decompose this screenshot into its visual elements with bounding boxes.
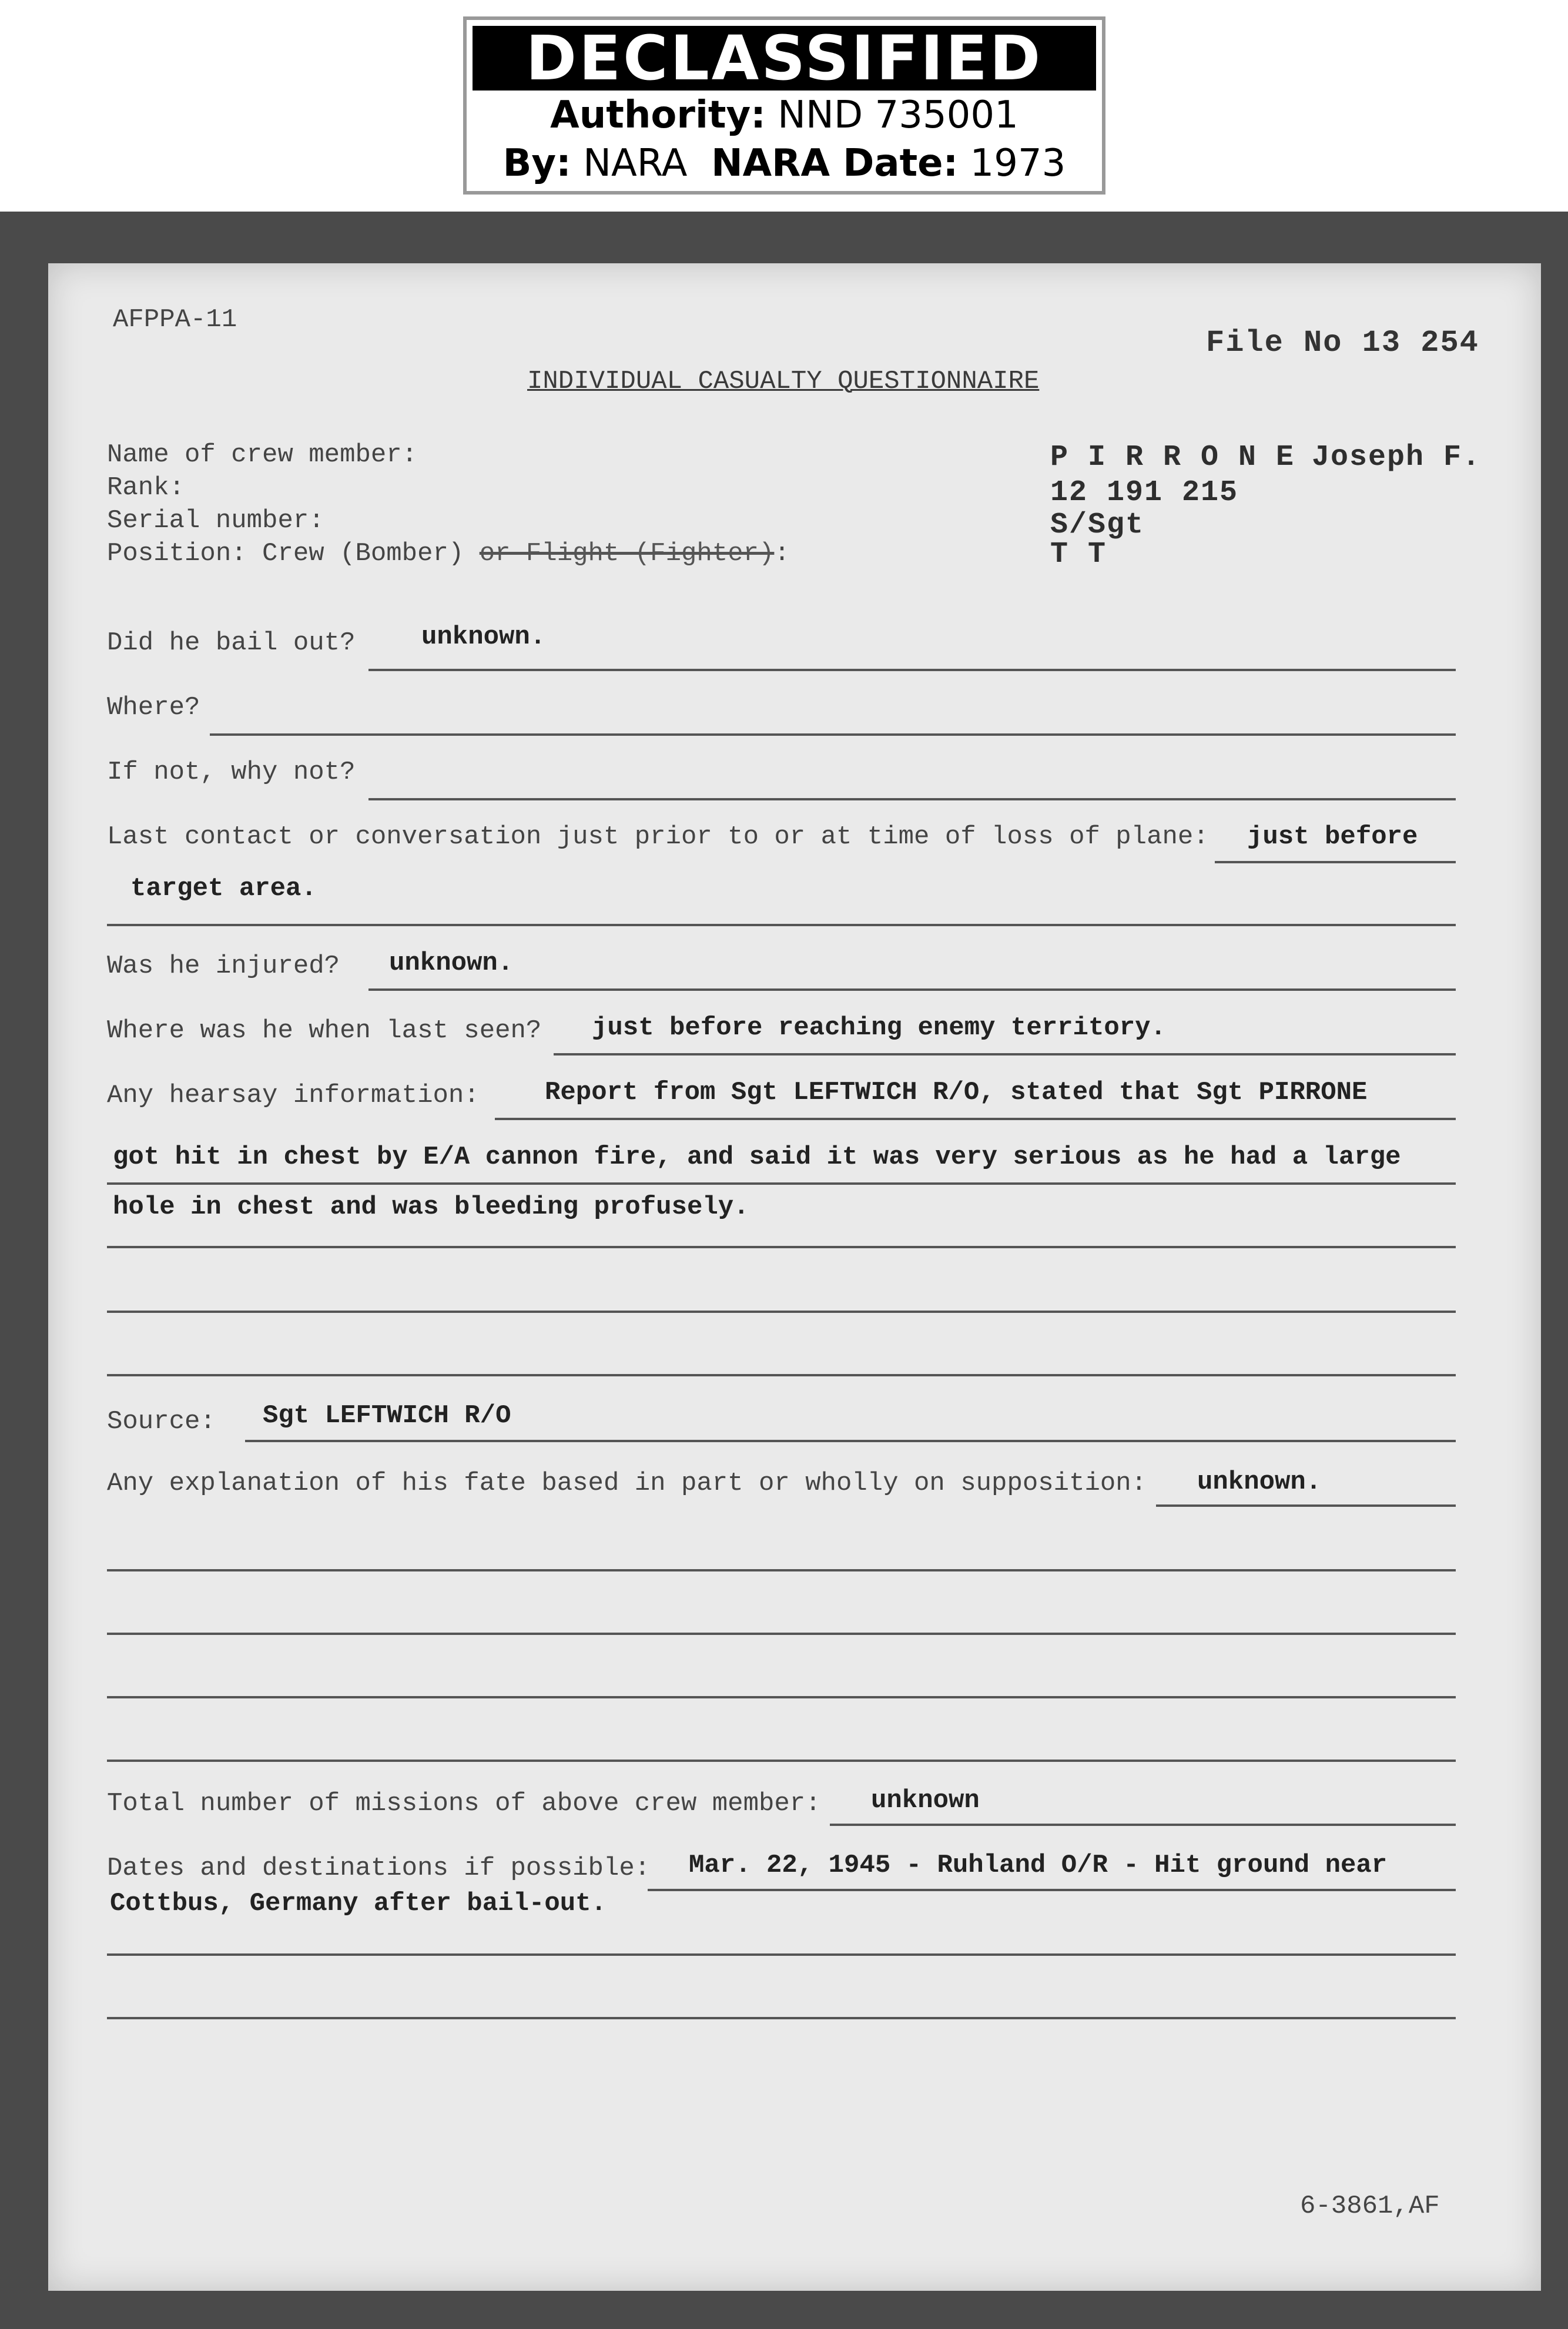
hearsay-value-3: hole in chest and was bleeding profusely. xyxy=(113,1192,749,1222)
hearsay-rule-5 xyxy=(107,1374,1456,1376)
explanation-rule-1 xyxy=(1156,1504,1456,1507)
dates-value-1: Mar. 22, 1945 - Ruhland O/R - Hit ground near xyxy=(689,1851,1388,1880)
file-number: File No 13 254 xyxy=(1206,326,1479,360)
crew-surname: P I R R O N E xyxy=(1050,441,1295,474)
why-rule xyxy=(368,798,1456,800)
bail-label: Did he bail out? xyxy=(107,628,356,658)
position-label-crew: Position: Crew (Bomber) xyxy=(107,539,464,568)
dates-rule-3 xyxy=(107,2017,1456,2019)
crew-position-value: T T xyxy=(1050,538,1107,571)
bail-value: unknown. xyxy=(421,622,546,652)
hearsay-rule-2 xyxy=(107,1182,1456,1185)
declassified-stamp xyxy=(463,16,1105,195)
dates-rule-2 xyxy=(107,1953,1456,1956)
serial-label: Serial number: xyxy=(107,506,324,535)
position-label xyxy=(107,538,790,569)
last-contact-value-1: just before xyxy=(1247,822,1418,852)
explanation-rule-4 xyxy=(107,1696,1456,1698)
stamp-by-label: By: xyxy=(502,142,571,185)
stamp-title: DECLASSIFIED xyxy=(473,26,1096,91)
crew-rank-value: S/Sgt xyxy=(1050,508,1145,542)
stamp-date-value: 1973 xyxy=(970,142,1066,185)
form-id: AFPPA-11 xyxy=(113,305,237,334)
last-seen-value: just before reaching enemy territory. xyxy=(592,1013,1166,1043)
crew-given-name: Joseph F. xyxy=(1312,441,1482,474)
stamp-authority-value: NND 735001 xyxy=(778,93,1018,137)
source-value: Sgt LEFTWICH R/O xyxy=(263,1401,511,1430)
missions-label: Total number of missions of above crew member: xyxy=(107,1789,821,1818)
hearsay-rule-4 xyxy=(107,1311,1456,1313)
dates-label: Dates and destinations if possible: xyxy=(107,1854,651,1883)
last-seen-label: Where was he when last seen? xyxy=(107,1016,542,1045)
explanation-rule-5 xyxy=(107,1760,1456,1762)
last-contact-label: Last contact or conversation just prior to or at time of loss of plane: xyxy=(107,822,1209,852)
stamp-authority-label: Authority: xyxy=(550,93,766,137)
position-label-struck: or Flight (Fighter) xyxy=(479,539,775,568)
missions-value: unknown xyxy=(871,1786,980,1815)
where-label: Where? xyxy=(107,693,200,722)
missions-rule xyxy=(830,1824,1456,1826)
explanation-rule-3 xyxy=(107,1633,1456,1635)
crew-serial-value: 12 191 215 xyxy=(1050,476,1239,510)
bail-rule xyxy=(368,669,1456,671)
injured-rule xyxy=(368,988,1456,991)
name-label: Name of crew member: xyxy=(107,440,418,470)
explanation-value: unknown. xyxy=(1197,1467,1322,1497)
form-title: INDIVIDUAL CASUALTY QUESTIONNAIRE xyxy=(527,367,1040,396)
position-label-colon: : xyxy=(774,539,790,568)
stamp-by-line xyxy=(467,141,1102,186)
footer-form-code: 6-3861,AF xyxy=(1300,2191,1440,2221)
hearsay-value-1: Report from Sgt LEFTWICH R/O, stated that Sgt PIRRONE xyxy=(545,1078,1368,1107)
hearsay-rule-1 xyxy=(495,1118,1456,1120)
last-contact-value-2: target area. xyxy=(130,874,317,903)
hearsay-rule-3 xyxy=(107,1246,1456,1248)
stamp-authority-line xyxy=(467,93,1102,138)
explanation-label: Any explanation of his fate based in part or wholly on supposition: xyxy=(107,1469,1147,1498)
last-seen-rule xyxy=(554,1053,1456,1055)
injured-value: unknown. xyxy=(389,949,514,978)
scan-area xyxy=(0,212,1568,2329)
stamp-by-value: NARA xyxy=(583,142,688,185)
why-label: If not, why not? xyxy=(107,758,356,787)
rank-label: Rank: xyxy=(107,473,185,502)
source-label: Source: xyxy=(107,1407,216,1436)
stamp-date-label: NARA Date: xyxy=(711,142,959,185)
hearsay-label: Any hearsay information: xyxy=(107,1081,480,1110)
last-contact-rule-1 xyxy=(1215,861,1456,863)
where-rule xyxy=(210,733,1456,736)
dates-rule-1 xyxy=(648,1889,1456,1891)
questionnaire-paper xyxy=(48,263,1541,2291)
explanation-rule-2 xyxy=(107,1569,1456,1571)
dates-value-2: Cottbus, Germany after bail-out. xyxy=(110,1889,607,1918)
source-rule xyxy=(245,1440,1456,1442)
hearsay-value-2: got hit in chest by E/A cannon fire, and said it was very serious as he had a large xyxy=(113,1142,1401,1172)
last-contact-rule-2 xyxy=(107,924,1456,926)
injured-label: Was he injured? xyxy=(107,951,340,981)
